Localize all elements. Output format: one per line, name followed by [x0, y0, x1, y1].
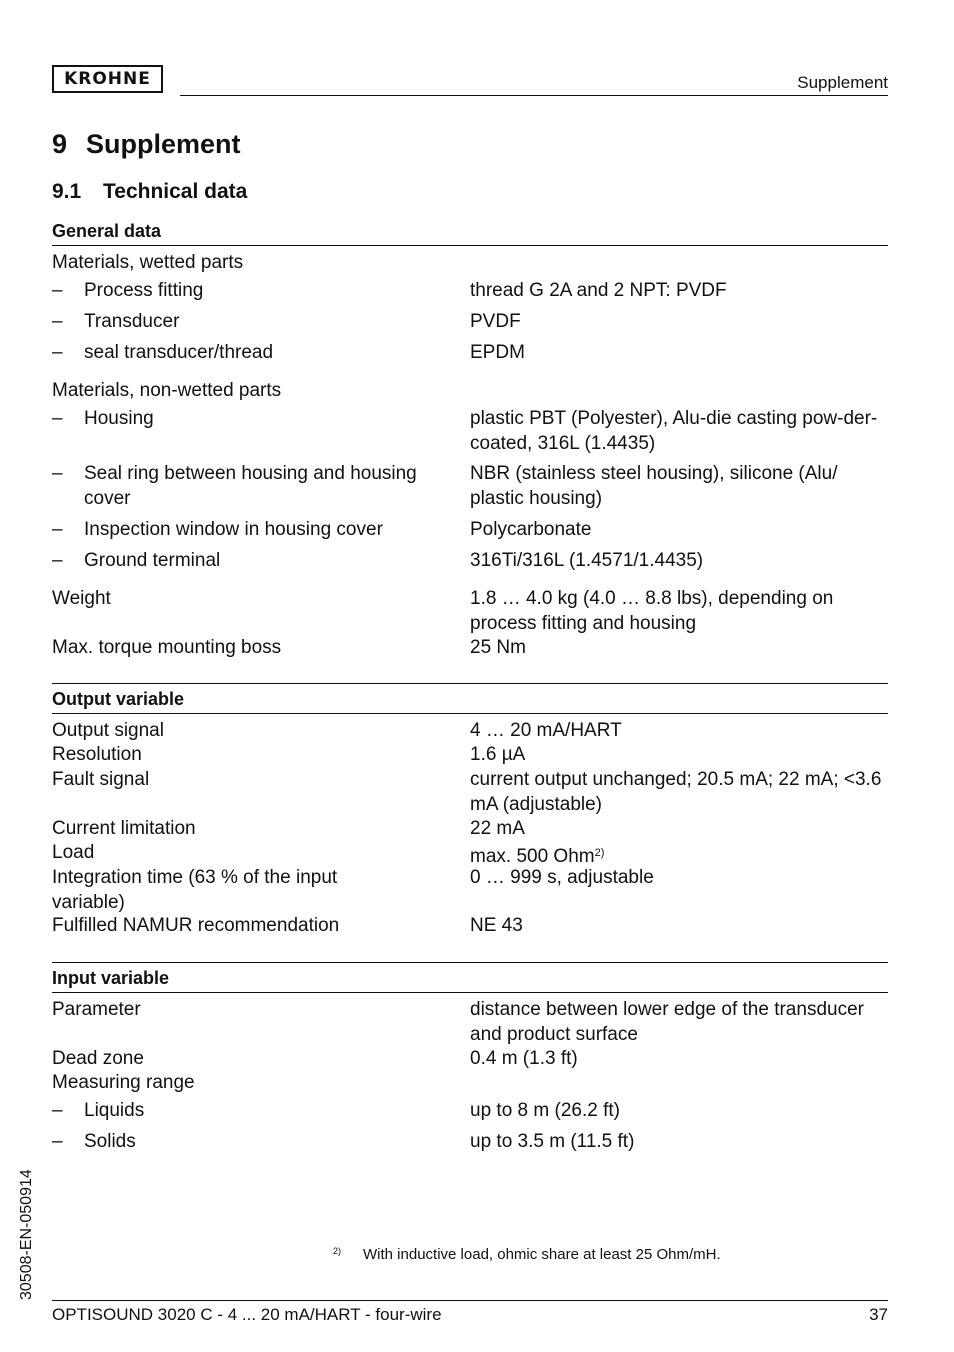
krohne-logo: KROHNE: [52, 65, 163, 93]
general-data-heading: General data: [52, 220, 888, 246]
row-label: Output signal: [52, 720, 164, 741]
row-value: 1.6 µA: [470, 744, 526, 765]
footnote-reference: 2): [594, 847, 605, 859]
row-label: Integration time (63 % of the input variable): [52, 867, 338, 913]
row-label: Fulfilled NAMUR recommendation: [52, 915, 340, 936]
row-value: NBR (stainless steel housing), silicone (Alu/ plastic housing): [470, 463, 838, 509]
output-variable-section: [52, 683, 888, 936]
footer-doc-title: OPTISOUND 3020 C - 4 ... 20 mA/HART - four-wire: [52, 1305, 442, 1324]
chapter-heading: [52, 129, 241, 160]
dash-bullet: –: [52, 550, 63, 571]
chapter-number: 9: [52, 129, 68, 159]
load-value: max. 500 Ohm: [470, 846, 595, 867]
dash-bullet: –: [52, 408, 63, 429]
footnote-text: With inductive load, ohmic share at least 25 Ohm/mH.: [363, 1246, 721, 1263]
row-value: EPDM: [470, 342, 525, 363]
header-rule: [180, 95, 888, 96]
input-variable-section: [52, 962, 888, 1152]
row-value: thread G 2A and 2 NPT: PVDF: [470, 280, 727, 301]
row-label: Housing: [84, 408, 154, 429]
row-value: 0 … 999 s, adjustable: [470, 867, 654, 888]
row-label: Seal ring between housing and housing cover: [84, 463, 417, 509]
row-label: Fault signal: [52, 769, 150, 790]
row-label: Current limitation: [52, 818, 196, 839]
row-value: Polycarbonate: [470, 519, 592, 540]
row-value: PVDF: [470, 311, 521, 332]
row-value: 25 Nm: [470, 637, 526, 658]
general-data-section: [52, 220, 888, 658]
subchapter-number: 9.1: [52, 180, 82, 203]
dash-bullet: –: [52, 311, 63, 332]
subchapter-heading: [52, 180, 247, 204]
row-value: 0.4 m (1.3 ft): [470, 1048, 578, 1069]
row-label: Measuring range: [52, 1072, 195, 1093]
chapter-title: Supplement: [86, 129, 241, 159]
row-label: Resolution: [52, 744, 142, 765]
row-value: 22 mA: [470, 818, 525, 839]
input-variable-heading: Input variable: [52, 962, 888, 993]
row-label: Inspection window in housing cover: [84, 519, 383, 540]
output-variable-heading: Output variable: [52, 683, 888, 714]
row-value: up to 3.5 m (11.5 ft): [470, 1131, 635, 1152]
row-value: 316Ti/316L (1.4571/1.4435): [470, 550, 704, 571]
dash-bullet: –: [52, 1100, 63, 1121]
footer-rule: [52, 1300, 888, 1301]
row-value: 4 … 20 mA/HART: [470, 720, 622, 741]
running-header: Supplement: [797, 73, 888, 92]
row-label: Transducer: [84, 311, 180, 332]
row-label: Materials, non-wetted parts: [52, 380, 282, 401]
row-value: NE 43: [470, 915, 523, 936]
row-value: 1.8 … 4.0 kg (4.0 … 8.8 lbs), depending on process fitting and housing: [470, 588, 834, 634]
row-label: Materials, wetted parts: [52, 252, 244, 273]
row-label: Ground terminal: [84, 550, 221, 571]
dash-bullet: –: [52, 1131, 63, 1152]
dash-bullet: –: [52, 342, 63, 363]
row-value: plastic PBT (Polyester), Alu-die casting pow-der-coated, 316L (1.4435): [470, 408, 878, 454]
row-value: current output unchanged; 20.5 mA; 22 mA; <3.6 mA (adjustable): [470, 769, 882, 815]
row-label: Dead zone: [52, 1048, 144, 1069]
row-label: Liquids: [84, 1100, 145, 1121]
row-label: Max. torque mounting boss: [52, 637, 282, 658]
row-label: Process fitting: [84, 280, 204, 301]
subchapter-title: Technical data: [103, 180, 248, 203]
footnote-mark: 2): [333, 1246, 342, 1256]
page-number: 37: [869, 1305, 888, 1324]
dash-bullet: –: [52, 463, 63, 484]
document-code: 30508-EN-050914: [18, 1169, 35, 1300]
row-value: distance between lower edge of the transducer and product surface: [470, 999, 864, 1045]
row-label: Weight: [52, 588, 111, 609]
row-value: up to 8 m (26.2 ft): [470, 1100, 620, 1121]
row-label: Parameter: [52, 999, 141, 1020]
row-label: Solids: [84, 1131, 136, 1152]
dash-bullet: –: [52, 519, 63, 540]
footnote: [333, 1246, 721, 1263]
row-label: seal transducer/thread: [84, 342, 274, 363]
row-label: Load: [52, 842, 95, 863]
dash-bullet: –: [52, 280, 63, 301]
